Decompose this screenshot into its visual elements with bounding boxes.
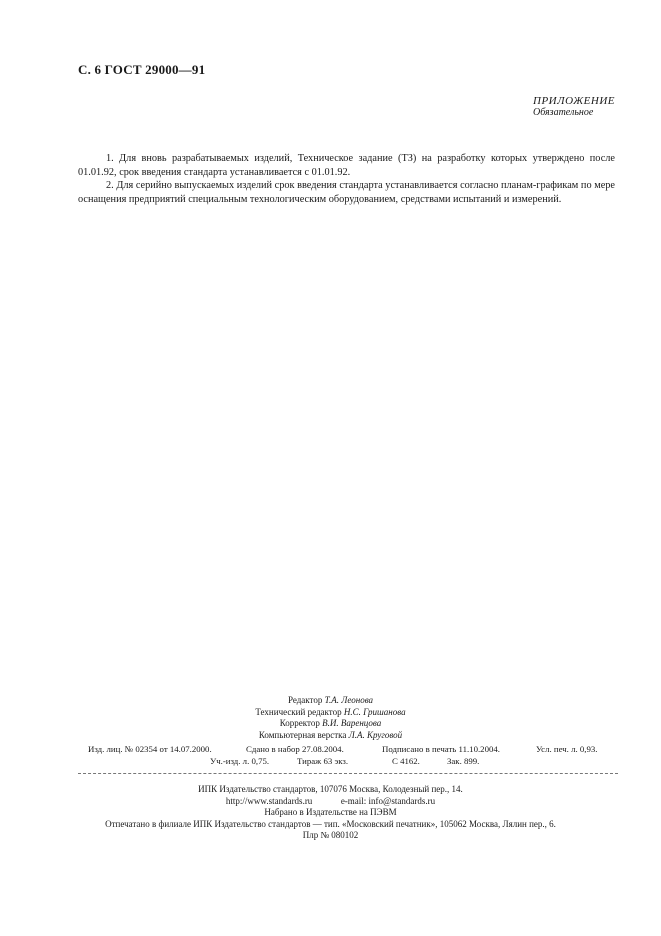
publisher-website: http://www.standards.ru [225, 795, 313, 806]
imprint-order: Зак. 899. [447, 756, 480, 766]
imprint-row-1 [78, 744, 618, 756]
credits-block [0, 695, 661, 741]
credit-editor-role: Редактор [287, 695, 323, 705]
credit-editor-name: Т.А. Леонова [324, 695, 374, 705]
credit-corrector [0, 718, 661, 730]
imprint-pub-sheets: Уч.-изд. л. 0,75. [210, 756, 270, 766]
imprint-typeset: Сдано в набор 27.08.2004. [246, 744, 344, 754]
imprint-row-2 [78, 756, 618, 768]
credit-tech-editor [0, 707, 661, 719]
credit-corrector-name: В.И. Варенцова [322, 718, 382, 728]
credit-layout-role: Компьютерная верстка [258, 729, 347, 740]
imprint-run: Тираж 63 экз. [297, 756, 349, 766]
publisher-address: ИПК Издательство стандартов, 107076 Москва, Колодезный пер., 14. [198, 784, 463, 794]
publisher-print-note: Отпечатано в филиале ИПК Издательство стандартов — тип. «Московский печатник», 105062 Москва, Лялин пер., 6. [105, 818, 556, 829]
paragraph-2: 2. Для серийно выпускаемых изделий срок введения стандарта устанавливается согласно планам-графикам по мере оснащения предприятий специальным технологическим оборудованием, средствами испытаний и измерений. [78, 180, 615, 205]
imprint-signed: Подписано в печать 11.10.2004. [382, 744, 500, 754]
credit-editor [0, 695, 661, 707]
credit-tech-editor-role: Технический редактор [255, 706, 342, 717]
page-header-title: С. 6 ГОСТ 29000—91 [78, 62, 206, 77]
paragraph-1: 1. Для вновь разрабатываемых изделий, Техническое задание (ТЗ) на разработку которых утверждено после 01.01.92, срок введения стандарта устанавливается с 01.01.92. [78, 153, 615, 178]
appendix-label [533, 95, 615, 118]
publisher-block [0, 784, 661, 842]
appendix-subtitle: Обязательное [533, 107, 594, 118]
imprint-c-num: С 4162. [392, 756, 420, 766]
publisher-license: Плр № 080102 [302, 830, 359, 840]
credit-corrector-role: Корректор [279, 718, 320, 728]
imprint-print-sheets: Усл. печ. л. 0,93. [536, 744, 598, 754]
appendix-title: ПРИЛОЖЕНИЕ [533, 95, 615, 107]
publisher-typeset-note: Набрано в Издательстве на ПЭВМ [264, 807, 397, 817]
credit-tech-editor-name: Н.С. Гришанова [343, 706, 406, 717]
body-text [78, 152, 615, 206]
credit-layout [0, 730, 661, 742]
publisher-contacts [0, 796, 661, 808]
credit-layout-name: Л.А. Круговой [348, 729, 403, 740]
imprint-license: Изд. лиц. № 02354 от 14.07.2000. [88, 744, 212, 754]
divider-line [78, 773, 618, 774]
publisher-email: e-mail: info@standards.ru [340, 795, 436, 806]
